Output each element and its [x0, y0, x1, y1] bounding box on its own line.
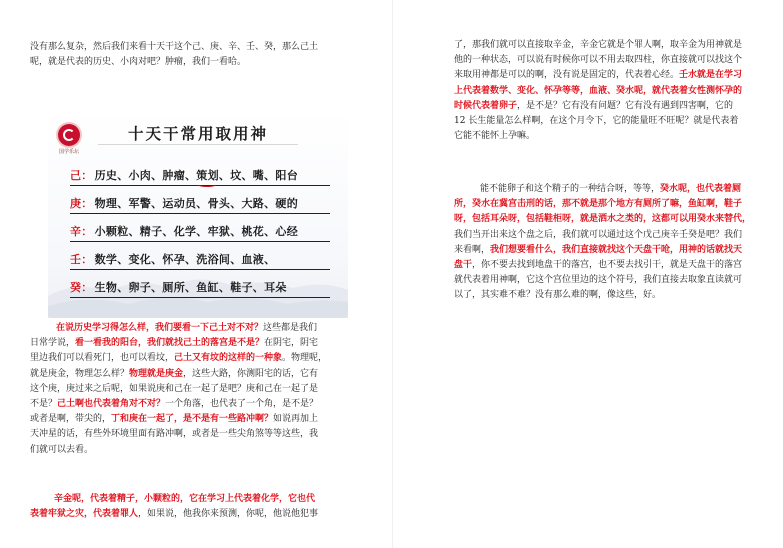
handwritten-underline	[198, 181, 216, 187]
left-para-1	[30, 40, 360, 70]
stem-row-xin	[70, 220, 330, 242]
text-line: 这个庚，庚过来之后呢，如果说庚和己在一起了是吧？庚和己在一起了是	[30, 383, 319, 394]
text-line: 就代表着用神啊，它这个宫位里边的这个符号，我们直接去取象直读就可	[454, 275, 743, 286]
card-title: 十天干常用取用神	[127, 125, 268, 143]
text-line: 就是庚金，物理怎么样？物理就是庚金，这些大路，你测阳宅的话，它有	[30, 368, 319, 379]
text-line: 上代表着数学、变化、怀孕等等，血液、癸水呢，就代表着女性测怀孕的	[454, 85, 743, 96]
stem-items: 生物、卵子、厕所、鱼缸、鞋子、耳朵	[94, 281, 287, 294]
text-line: 所，癸水在冀宫击刑的话，那不就是那个地方有厕所了嘛，鱼缸啊，鞋子	[454, 199, 743, 210]
text-line: 天冲星的话，有些外环境里面有路冲啊，或者是一些尖角煞等等这些，我	[30, 429, 319, 440]
text-line: 或者是啊，带尖的，丁和庚在一起了，是不是有一些路冲啊？如说再加上	[30, 414, 319, 425]
stem-items: 历史、小肉、肿瘤、策划、坟、嘴、阳台	[94, 169, 299, 182]
text-line: 呢，就是代表的历史、小肉对吧？肿瘤，我们一看哈。	[30, 57, 247, 68]
text-line: 不是？己土啊也代表着角对不对？一个角落，也代表了一个角，是不是？	[30, 399, 319, 410]
stem-items: 数学、变化、怀孕、洗浴间、血液、	[94, 253, 276, 266]
text-line: 能不能卵子和这个精子的一种结合呀，等等，癸水呢，也代表着厕	[480, 184, 742, 194]
left-para-3	[30, 492, 360, 522]
text-line: 我们当开出来这个盘之后，我们就可以通过这个戊己庚辛壬癸是吧？我们	[454, 229, 743, 240]
text-line: 在说历史学习得怎么样，我们要看一下己土对不对？这些都是我们	[56, 323, 318, 333]
stem-label: 己：	[70, 169, 93, 182]
image-card	[48, 110, 348, 318]
text-line: 们就可以去看。	[30, 444, 94, 455]
stem-items: 小颗粒、精子、化学、牢狱、桃花、心经	[94, 225, 299, 238]
stem-label: 庚：	[70, 197, 93, 210]
text-line: 了，那我们就可以直接取辛金，辛金它就是个罪人啊，取辛金为用神就是	[454, 40, 743, 50]
stem-label: 壬：	[70, 253, 93, 266]
stem-items: 物理、军警、运动员、骨头、大路、硬的	[94, 197, 299, 210]
text-line: 盘干，你不要去找到地盘干的落宫，也不要去找引干，就是天盘干的落宫	[454, 260, 743, 271]
text-line: 他的一种状态，可以说有时候你可以不用去取四柱，你直接就可以找这个	[454, 55, 743, 66]
stem-label: 癸：	[70, 281, 93, 294]
text-line: 12 长生能量怎么样啊，在这个月令下，它的能量旺不旺呢？就是代表着	[454, 116, 739, 127]
text-line: 时候代表着卵子，是不是？它有没有问题？它有没有遇到四害啊，它的	[454, 100, 734, 111]
right-para-2	[454, 182, 766, 304]
stem-label: 辛：	[70, 225, 93, 238]
left-page	[0, 0, 391, 548]
divider	[98, 144, 298, 145]
text-line: 日常学说，看一看我的阳台，我们就找己土的落宫是不是？在阴宅，阴宅	[30, 338, 319, 349]
text-line: 没有那么复杂，然后我们来看十天干这个己、庚、辛、壬、癸，那么己土	[30, 42, 319, 52]
text-line: 里边我们可以看死门，也可以看坟，己土又有坟的这样的一种象。物理呢，	[30, 353, 328, 364]
text-line: 它能不能怀上孕嘛。	[454, 131, 536, 142]
right-page	[392, 0, 783, 548]
text-line: 来取用神都是可以的啊，没有说是固定的，代表着心经。壬水就是在学习	[454, 70, 743, 81]
text-line: 以了，其实难不难？没有那么难的啊，像这些，好。	[454, 290, 662, 301]
text-line: 呀，包括耳朵呀，包括鞋柜呀，就是洒水之类的，这都可以用癸水来替代，	[454, 214, 752, 225]
left-para-2	[30, 321, 360, 458]
logo-caption: 国学乐坛	[58, 149, 79, 155]
text-line: 表着牢狱之灾，代表着罪人，如果说，他我你来预测，你呢，他说他犯事	[30, 509, 319, 520]
stem-row-geng	[70, 192, 330, 214]
stem-row-gui	[70, 276, 330, 298]
text-line: 辛金呢，代表着精子，小颗粒的，它在学习上代表着化学，它也代	[54, 494, 316, 504]
stem-row-ren	[70, 248, 330, 270]
text-line: 来看啊，我们想要看什么，我们直接就找这个天盘干呛，用神的话就找天	[454, 244, 743, 255]
right-para-1	[454, 38, 766, 144]
